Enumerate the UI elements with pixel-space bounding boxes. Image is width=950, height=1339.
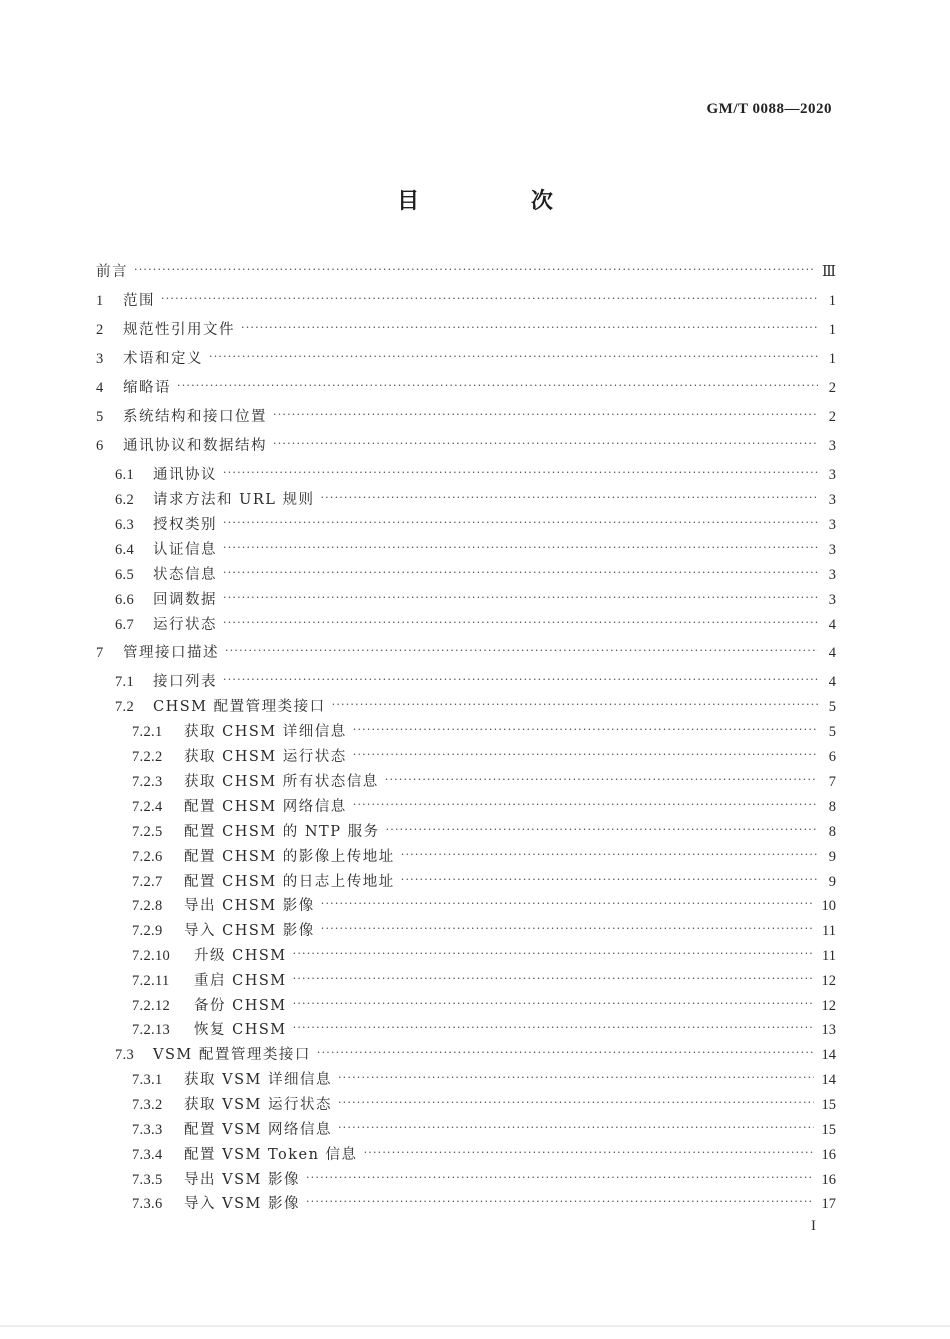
toc-entry-label: 配置 CHSM 的影像上传地址 [184, 849, 395, 865]
toc-leader-dots [353, 720, 818, 740]
toc-leader-dots [273, 434, 818, 454]
toc-entry-page: 17 [821, 1196, 836, 1212]
toc-entry[interactable] [132, 722, 836, 742]
toc-entry-number: 7.2.2 [132, 749, 163, 765]
toc-leader-dots [223, 670, 818, 690]
toc-entry-label: 通讯协议和数据结构 [123, 438, 267, 454]
toc-leader-dots [223, 588, 818, 608]
toc-entry[interactable] [132, 772, 836, 792]
toc-entry-number: 7.2.11 [132, 973, 170, 989]
toc-entry[interactable] [115, 565, 836, 585]
toc-leader-dots [223, 613, 818, 633]
toc-entry-page: 3 [828, 467, 836, 483]
toc-entry-number: 1 [96, 293, 104, 309]
toc-entry[interactable] [132, 1145, 836, 1165]
toc-entry-label: 获取 VSM 详细信息 [184, 1072, 332, 1088]
toc-entry[interactable] [132, 1170, 836, 1190]
toc-entry[interactable] [132, 747, 836, 767]
toc-entry-number: 7.3.4 [132, 1147, 163, 1163]
toc-entry[interactable] [115, 672, 836, 692]
toc-entry-number: 7.3 [115, 1047, 135, 1063]
toc-entry-label: 配置 CHSM 的日志上传地址 [184, 874, 395, 890]
toc-entry-page: 3 [828, 542, 836, 558]
toc-entry[interactable] [115, 1045, 836, 1065]
toc-entry[interactable] [115, 465, 836, 485]
toc-entry-page: 11 [822, 923, 836, 939]
toc-entry-page: 3 [828, 567, 836, 583]
toc-entry-label: 获取 CHSM 详细信息 [184, 724, 347, 740]
toc-entry-number: 7.3.6 [132, 1196, 163, 1212]
toc-entry[interactable] [96, 407, 836, 427]
toc-entry-number: 4 [96, 380, 104, 396]
toc-entry-page: 3 [828, 492, 836, 508]
toc-entry-number: 7.2.13 [132, 1022, 171, 1038]
toc-entry[interactable] [115, 540, 836, 560]
toc-leader-dots [293, 969, 814, 989]
toc-entry-label: 认证信息 [153, 542, 217, 558]
toc-entry-number: 6.2 [115, 492, 135, 508]
toc-entry[interactable] [132, 1095, 836, 1115]
toc-entry-label: 获取 CHSM 运行状态 [184, 749, 347, 765]
toc-leader-dots [306, 1192, 814, 1212]
page-title: 目 次 [397, 189, 605, 214]
toc-leader-dots [401, 870, 818, 890]
toc-entry-label: 获取 CHSM 所有状态信息 [184, 774, 379, 790]
toc-entry-page: 5 [828, 699, 836, 715]
toc-entry-number: 7.2.1 [132, 724, 163, 740]
toc-entry-page: 15 [821, 1097, 836, 1113]
toc-entry-label: 缩略语 [123, 380, 171, 396]
toc-entry-number: 7.2.12 [132, 998, 171, 1014]
toc-entry-number: 6.3 [115, 517, 135, 533]
toc-leader-dots [317, 1043, 814, 1063]
toc-entry-number: 7.2 [115, 699, 135, 715]
toc-entry-number: 7.2.7 [132, 874, 163, 890]
toc-entry-label: 通讯协议 [153, 467, 217, 483]
toc-entry-label: 备份 CHSM [194, 998, 287, 1014]
toc-entry-number: 7.3.2 [132, 1097, 163, 1113]
toc-entry[interactable] [96, 349, 836, 369]
toc-leader-dots [223, 513, 818, 533]
toc-entry-page: 4 [828, 674, 836, 690]
toc-entry-page: Ⅲ [822, 264, 836, 280]
toc-entry[interactable] [115, 515, 836, 535]
toc-entry-label: 获取 VSM 运行状态 [184, 1097, 332, 1113]
toc-entry-label: 恢复 CHSM [194, 1022, 287, 1038]
toc-entry[interactable] [96, 291, 836, 311]
toc-leader-dots [293, 994, 814, 1014]
toc-entry-label: 导出 VSM 影像 [184, 1172, 300, 1188]
toc-entry-page: 8 [828, 824, 836, 840]
toc-entry-page: 2 [828, 380, 836, 396]
toc-leader-dots [321, 894, 814, 914]
toc-entry-page: 8 [828, 799, 836, 815]
toc-entry-page: 7 [828, 774, 836, 790]
toc-entry-page: 15 [821, 1122, 836, 1138]
toc-leader-dots [241, 318, 818, 338]
toc-entry-label: 配置 CHSM 网络信息 [184, 799, 347, 815]
toc-entry-number: 7.3.5 [132, 1172, 163, 1188]
toc-leader-dots [223, 563, 818, 583]
toc-leader-dots [209, 347, 818, 367]
toc-entry[interactable] [132, 1194, 836, 1214]
toc-entry-page: 3 [828, 517, 836, 533]
toc-entry-page: 11 [822, 948, 836, 964]
toc-entry-page: 5 [828, 724, 836, 740]
toc-entry-number: 7 [96, 645, 104, 661]
toc-entry-number: 6.6 [115, 592, 135, 608]
toc-leader-dots [338, 1068, 814, 1088]
toc-entry-page: 1 [828, 322, 836, 338]
toc-entry-page: 1 [828, 293, 836, 309]
toc-leader-dots [223, 463, 818, 483]
toc-entry-number: 3 [96, 351, 104, 367]
toc-entry-number: 2 [96, 322, 104, 338]
toc-leader-dots [161, 289, 818, 309]
toc-entry[interactable] [132, 996, 836, 1016]
scan-edge-divider [0, 1325, 950, 1327]
toc-leader-dots [321, 919, 814, 939]
toc-entry[interactable] [132, 1120, 836, 1140]
toc-leader-dots [293, 1018, 814, 1038]
toc-leader-dots [332, 695, 818, 715]
toc-entry[interactable] [115, 490, 836, 510]
toc-entry[interactable] [132, 1070, 836, 1090]
toc-entry-number: 7.2.6 [132, 849, 163, 865]
toc-entry[interactable] [96, 320, 836, 340]
toc-entry-label: CHSM 配置管理类接口 [153, 699, 326, 715]
toc-entry[interactable] [115, 615, 836, 635]
toc-entry-page: 9 [828, 874, 836, 890]
toc-entry-page: 6 [828, 749, 836, 765]
toc-entry[interactable] [96, 262, 836, 282]
toc-entry-label: 接口列表 [153, 674, 217, 690]
toc-entry-number: 7.1 [115, 674, 135, 690]
toc-entry-number: 6 [96, 438, 104, 454]
toc-entry-label: 授权类别 [153, 517, 217, 533]
toc-entry[interactable] [132, 797, 836, 817]
toc-leader-dots [225, 641, 818, 661]
toc-entry-label: 导入 VSM 影像 [184, 1196, 300, 1212]
toc-entry-number: 7.2.3 [132, 774, 163, 790]
toc-leader-dots [223, 538, 818, 558]
toc-entry-label: 系统结构和接口位置 [123, 409, 267, 425]
toc-leader-dots [177, 376, 818, 396]
toc-entry-label: 导出 CHSM 影像 [184, 898, 315, 914]
toc-entry-page: 10 [821, 898, 836, 914]
toc-leader-dots [338, 1118, 814, 1138]
toc-entry-page: 12 [821, 973, 836, 989]
toc-entry-label: 导入 CHSM 影像 [184, 923, 315, 939]
toc-entry[interactable] [132, 872, 836, 892]
toc-entry[interactable] [96, 436, 836, 456]
toc-entry-label: 管理接口描述 [123, 645, 219, 661]
toc-entry-page: 16 [821, 1147, 836, 1163]
toc-entry-label: 配置 VSM 网络信息 [184, 1122, 332, 1138]
toc-entry-number: 6.4 [115, 542, 135, 558]
toc-entry-page: 3 [828, 438, 836, 454]
toc-entry-page: 13 [821, 1022, 836, 1038]
toc-entry-page: 14 [821, 1072, 836, 1088]
toc-entry[interactable] [132, 921, 836, 941]
toc-entry[interactable] [96, 643, 836, 663]
toc-leader-dots [353, 795, 818, 815]
toc-entry-label: 术语和定义 [123, 351, 203, 367]
toc-entry-number: 7.3.1 [132, 1072, 163, 1088]
toc-entry-label: 配置 CHSM 的 NTP 服务 [184, 824, 380, 840]
toc-entry[interactable] [132, 971, 836, 991]
toc-entry-page: 4 [828, 645, 836, 661]
toc-entry-label: 升级 CHSM [194, 948, 287, 964]
toc-leader-dots [364, 1143, 814, 1163]
toc-entry-page: 14 [821, 1047, 836, 1063]
toc-entry-label: 回调数据 [153, 592, 217, 608]
toc-entry-label: 前言 [96, 264, 128, 280]
toc-entry-page: 9 [828, 849, 836, 865]
toc-entry-number: 7.2.4 [132, 799, 163, 815]
toc-entry-label: 配置 VSM Token 信息 [184, 1147, 358, 1163]
toc-entry-label: VSM 配置管理类接口 [153, 1047, 311, 1063]
toc-leader-dots [273, 405, 818, 425]
toc-leader-dots [338, 1093, 814, 1113]
toc-entry[interactable] [115, 697, 836, 717]
toc-entry-number: 6.5 [115, 567, 135, 583]
toc-leader-dots [293, 944, 814, 964]
toc-entry[interactable] [132, 1020, 836, 1040]
toc-entry-page: 3 [828, 592, 836, 608]
toc-leader-dots [320, 488, 818, 508]
standard-code: GM/T 0088—2020 [706, 101, 832, 117]
toc-entry-label: 规范性引用文件 [123, 322, 235, 338]
toc-entry-number: 6.7 [115, 617, 135, 633]
toc-entry-label: 状态信息 [153, 567, 217, 583]
toc-entry[interactable] [132, 822, 836, 842]
toc-leader-dots [385, 770, 818, 790]
footer-page-number: I [811, 1218, 816, 1234]
toc-entry-page: 12 [821, 998, 836, 1014]
toc-entry[interactable] [132, 896, 836, 916]
toc-leader-dots [134, 260, 814, 280]
toc-entry-page: 16 [821, 1172, 836, 1188]
toc-entry-label: 运行状态 [153, 617, 217, 633]
toc-leader-dots [353, 745, 818, 765]
toc-entry-number: 7.3.3 [132, 1122, 163, 1138]
toc-leader-dots [386, 820, 818, 840]
toc-entry-number: 7.2.8 [132, 898, 163, 914]
toc-entry[interactable] [132, 847, 836, 867]
toc-entry-number: 7.2.9 [132, 923, 163, 939]
toc-entry-label: 范围 [123, 293, 155, 309]
toc-entry-number: 7.2.10 [132, 948, 171, 964]
toc-entry-label: 请求方法和 URL 规则 [153, 492, 315, 508]
toc-entry-number: 6.1 [115, 467, 135, 483]
toc-entry-page: 1 [828, 351, 836, 367]
toc-leader-dots [306, 1168, 814, 1188]
toc-entry[interactable] [115, 590, 836, 610]
toc-entry-number: 5 [96, 409, 104, 425]
toc-entry-page: 2 [828, 409, 836, 425]
toc-entry[interactable] [132, 946, 836, 966]
toc-entry-number: 7.2.5 [132, 824, 163, 840]
toc-entry[interactable] [96, 378, 836, 398]
toc-entry-label: 重启 CHSM [194, 973, 287, 989]
toc-leader-dots [401, 845, 818, 865]
toc-entry-page: 4 [828, 617, 836, 633]
